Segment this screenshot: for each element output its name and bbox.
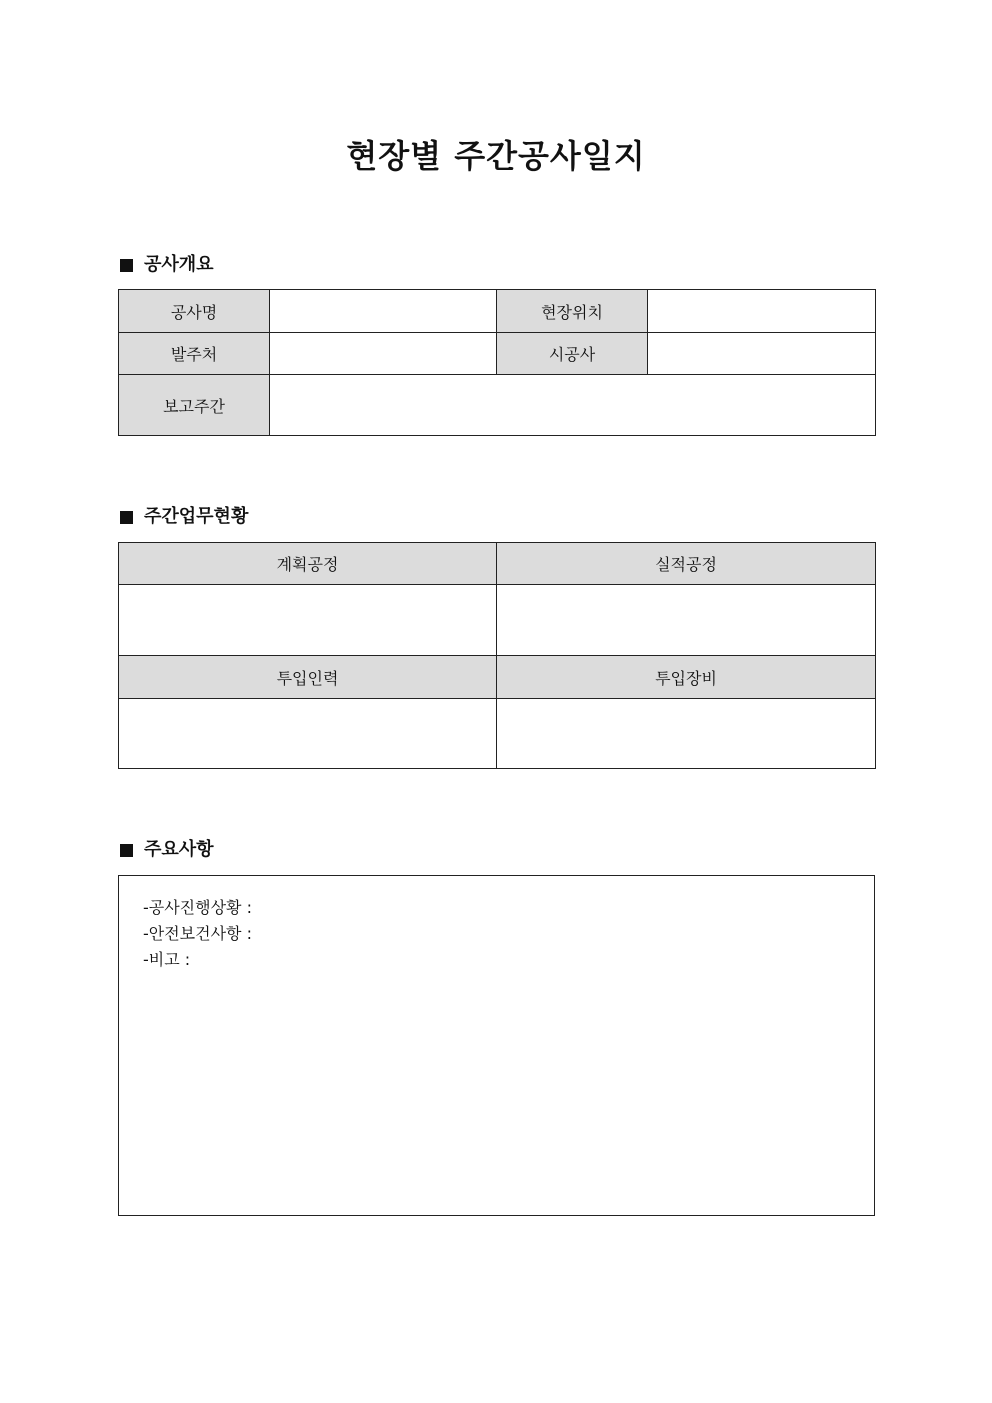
client-field[interactable]	[270, 333, 497, 375]
manpower-label: 투입인력	[119, 656, 497, 699]
equipment-label: 투입장비	[497, 656, 876, 699]
section-heading-weekly-status	[118, 504, 248, 530]
project-name-label: 공사명	[119, 290, 270, 333]
site-location-label: 현장위치	[497, 290, 648, 333]
key-notes-heading-text: 주요사항	[144, 839, 214, 860]
actual-process-label: 실적공정	[497, 543, 876, 585]
square-bullet-icon	[120, 844, 133, 857]
report-period-field[interactable]	[270, 375, 876, 436]
weekly-status-heading-text: 주간업무현황	[144, 506, 249, 527]
construction-progress-line: -공사진행상황 :	[143, 898, 252, 917]
document-title: 현장별 주간공사일지	[346, 137, 646, 175]
overview-table	[118, 289, 876, 436]
remarks-line: -비고 :	[143, 950, 191, 969]
weekly-status-table	[118, 542, 876, 769]
contractor-label: 시공사	[497, 333, 648, 375]
actual-process-field[interactable]	[497, 585, 876, 656]
square-bullet-icon	[120, 259, 133, 272]
key-notes-box[interactable]	[118, 875, 875, 1216]
manpower-field[interactable]	[119, 699, 497, 769]
contractor-field[interactable]	[648, 333, 876, 375]
site-location-field[interactable]	[648, 290, 876, 333]
report-period-label: 보고주간	[119, 375, 270, 436]
planned-process-field[interactable]	[119, 585, 497, 656]
planned-process-label: 계획공정	[119, 543, 497, 585]
section-heading-overview	[118, 252, 214, 278]
safety-health-line: -안전보건사항 :	[143, 924, 252, 943]
client-label: 발주처	[119, 333, 270, 375]
section-heading-key-notes	[118, 837, 214, 863]
equipment-field[interactable]	[497, 699, 876, 769]
square-bullet-icon	[120, 511, 133, 524]
project-name-field[interactable]	[270, 290, 497, 333]
key-notes-lines	[143, 895, 252, 973]
overview-heading-text: 공사개요	[144, 254, 214, 275]
